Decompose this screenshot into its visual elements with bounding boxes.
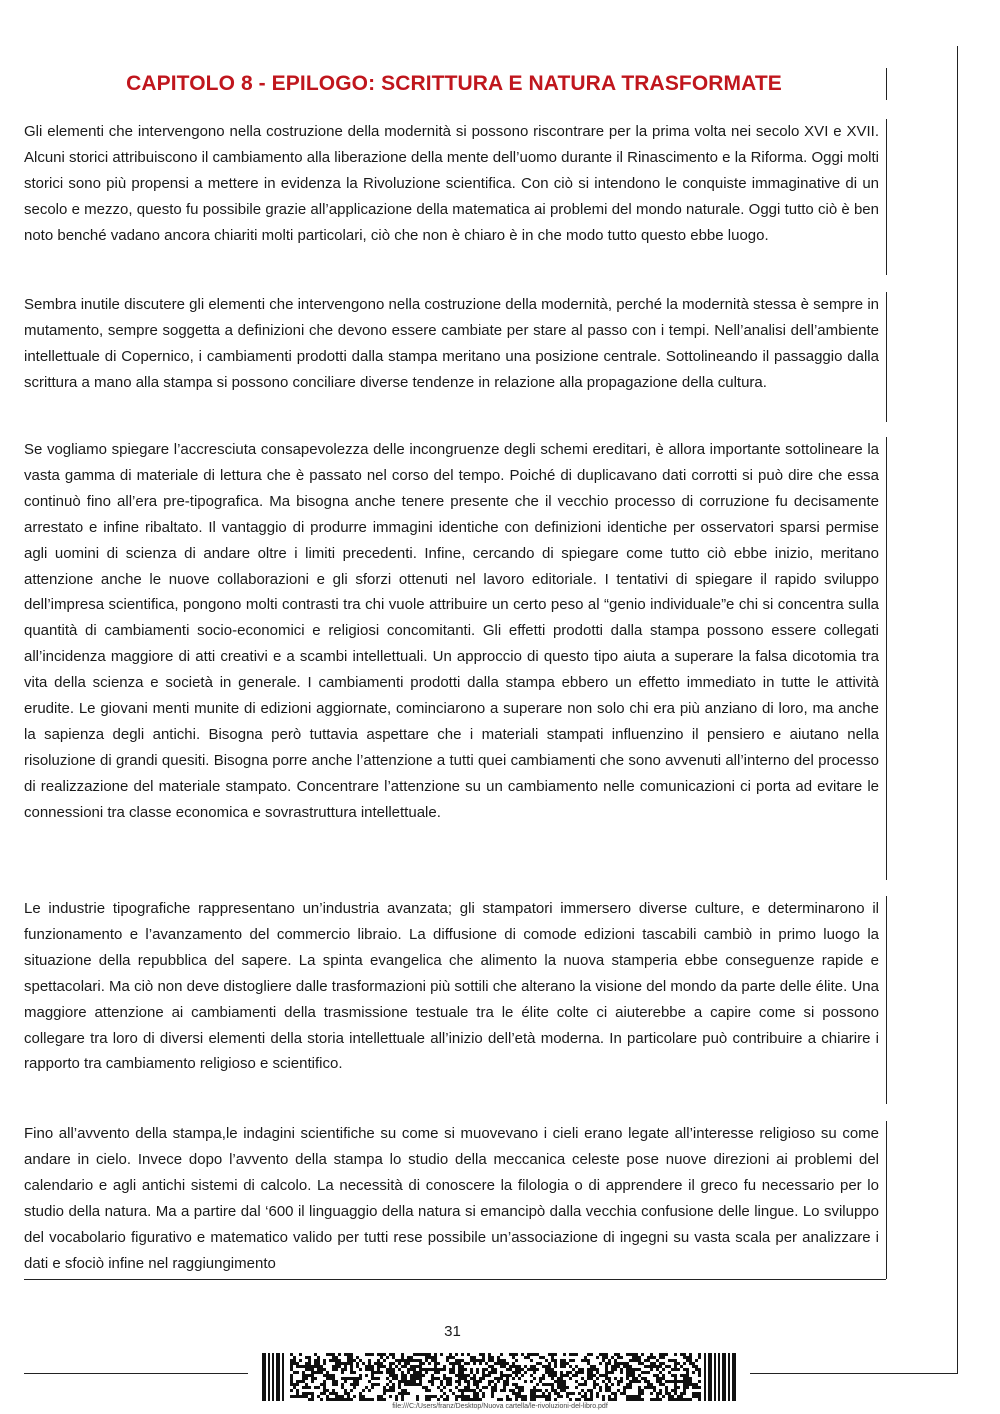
paragraph-4: Le industrie tipografiche rappresentano un’industria avanzata; gli stampatori immersero diverse culture, e determinarono il funzionamento e l’avanzamento del commercio libraio. La diffusione di comode edizioni tascabili cambiò in primo luogo la situazione della repubblica del sapere. La spinta evangelica che alimento la nuova stamperia ebbe conseguenze rapide e spettacolari. Ma ciò non deve distogliere dalle trasformazioni più sottili che alterano la visione del mondo da parte delle élite. Una maggiore attenzione ai cambiamenti della trasmissione testuale tra le élite colte ci aiuterebbe a capire come si possono collegare tra loro di diversi elementi della storia intellettuale all’inizio dell’età moderna. In particolare può contribuire a chiarire i rapporto tra cambiamento religioso e scientifico.	[24, 900, 879, 1073]
margin-bar	[886, 1121, 887, 1279]
footer-rule-left	[24, 1373, 248, 1374]
paragraph-5: Fino all’avvento della stampa,le indagini scientifiche su come si muovevano i cieli erano legate all’interesse religioso su come andare in cielo. Invece dopo l’avvento della stampa lo studio della meccanica celeste pose nuove direzioni ai problemi del calendario e agli antichi sistemi di calcolo. La necessità di conoscere la filologia o di apprendere il greco fu necessario per lo studio della natura. Ma a partire dal ‘600 il linguaggio della natura si emancipò dalla vecchia confusione delle lingue. Lo sviluppo del vocabolario figurativo e matematico valido per tutti rese possibile un’associazione di ingegni su vasta scala per analizzare i dati e sfociò infine nel raggiungimento	[24, 1125, 879, 1272]
barcode-image	[262, 1353, 736, 1401]
page-border	[957, 46, 958, 1374]
page-number: 31	[444, 1323, 461, 1340]
margin-bar	[886, 437, 887, 880]
footer-file-path: file:///C:/Users/franz/Desktop/Nuova cartella/le-rivoluzioni-del-libro.pdf	[392, 1403, 608, 1410]
paragraph-2: Sembra inutile discutere gli elementi che intervengono nella costruzione della modernità, perché la modernità stessa è sempre in mutamento, sempre soggetta a definizioni che devono essere cambiate per stare al passo con i tempi. Nell’analisi dell’ambiente intellettuale di Copernico, i cambiamenti prodotti dalla stampa meritano una posizione centrale. Sottolineando il passaggio dalla scrittura a mano alla stampa si possono conciliare diverse tendenze in relazione alla propagazione della cultura.	[24, 296, 879, 391]
chapter-title: CAPITOLO 8 - EPILOGO: SCRITTURA E NATURA TRASFORMATE	[126, 72, 782, 95]
footer-rule-right	[750, 1373, 957, 1374]
margin-bar	[886, 896, 887, 1104]
margin-bar	[886, 119, 887, 275]
text-underline	[24, 1279, 886, 1280]
margin-bar	[886, 292, 887, 422]
paragraph-1: Gli elementi che intervengono nella costruzione della modernità si possono riscontrare per la prima volta nei secolo XVI e XVII. Alcuni storici attribuiscono il cambiamento alla liberazione della mente dell’uomo durante il Rinascimento e la Riforma. Oggi molti storici sono più propensi a mettere in evidenza la Rivoluzione scientifica. Con ciò si intendono le conquiste immaginative di un secolo e mezzo, questo fu possibile grazie all’applicazione della matematica ai problemi del mondo naturale. Oggi tutto ciò è ben noto benché vadano ancora chiariti molti particolari, ciò che non è chiaro è in che modo tutto questo ebbe luogo.	[24, 123, 879, 244]
margin-bar	[886, 68, 887, 100]
paragraph-3: Se vogliamo spiegare l’accresciuta consapevolezza delle incongruenze degli schemi ereditari, è allora importante sottolineare la vasta gamma di materiale di lettura che è passato nel corso del tempo. Poiché di duplicavano dati corrotti si può dire che essa continuò fino all’era pre-tipografica. Ma bisogna anche tenere presente che il vecchio processo di corruzione fu decisamente arrestato e infine ribaltato. Il vantaggio di produrre immagini identiche con definizioni identiche per osservatori sparsi permise agli uomini di scienza di andare oltre i limiti precedenti. Infine, cercando di spiegare come tutto ciò ebbe inizio, meritano attenzione anche le nuove collaborazioni e gli sforzi ottenuti nel lavoro editoriale. I tentativi di spiegare il rapido sviluppo dell’impresa scientifica, pongono molti contrasti tra chi vuole attribuire un certo peso al “genio individuale”e chi si concentra sulla quantità di cambiamenti socio-economici e religiosi concomitanti. Gli effetti prodotti dalla stampa possono essere collegati all’incidenza maggiore di atti creativi e a scambi intellettuali. Un approccio di questo tipo aiuta a superare la falsa dicotomia tra vita della scienza e società in generale. I cambiamenti prodotti dalla stampa ebbero un effetto immediato in tutte le attività erudite. Le giovani menti munite di edizioni aggiornate, cominciarono a superare non solo chi era più anziano di loro, ma anche la sapienza degli antichi. Bisogna però tuttavia aspettare che i materiali stampati influenzino il pensiero e aiutano nella risoluzione di grandi quesiti. Bisogna porre anche l’attenzione a tutti quei cambiamenti che sono avvenuti all’interno del processo di realizzazione del materiale stampato. Concentrare l’attenzione su un cambiamento nelle comunicazioni ci porta ad evitare le connessioni tra classe economica e sovrastruttura intellettuale.	[24, 441, 879, 821]
